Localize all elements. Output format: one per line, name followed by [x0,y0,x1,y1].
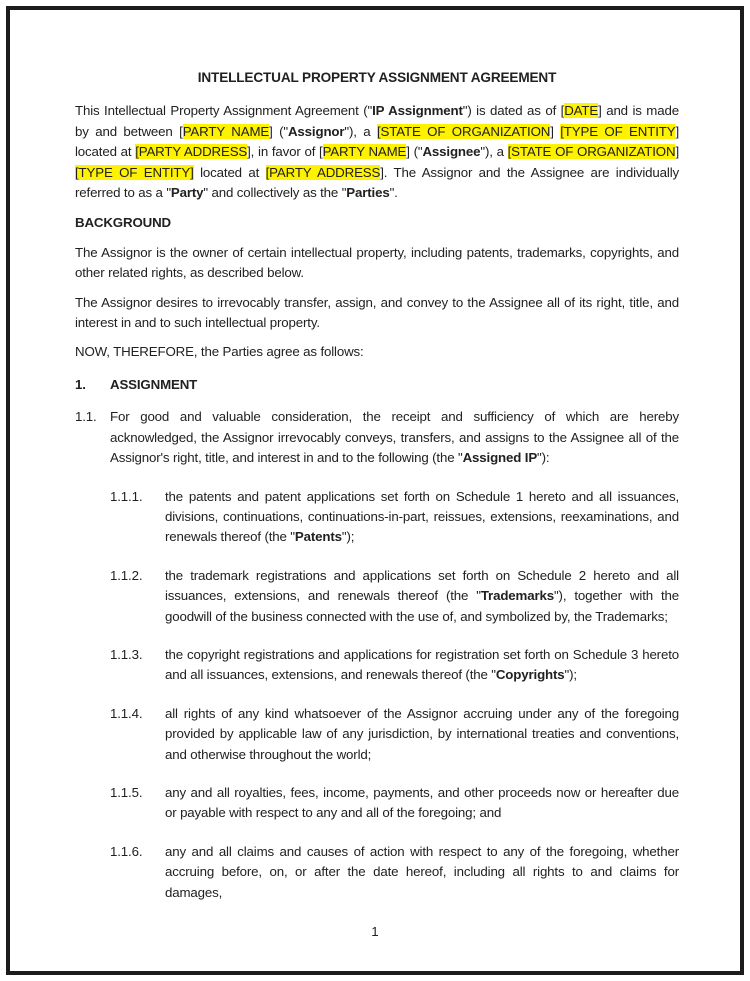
subclause-1-1-4 [75,704,679,765]
defined-term: Patents [294,529,342,545]
subclause-1-1-2-number: 1.1.2. [110,567,143,583]
placeholder-highlight: PARTY NAME [182,123,270,139]
placeholder-highlight: DATE [564,103,599,119]
text-run: the patents and patent applications set forth on Schedule 1 hereto and all issuances, divisions, continuations, continuations-in-part, reissues, extensions, reexaminations, and renewals thereof (the " [165,488,679,545]
now-therefore-paragraph: NOW, THEREFORE, the Parties agree as follows: [75,344,364,360]
subclause-1-1-6-text [165,844,679,900]
subclause-1-1-3-number: 1.1.3. [110,646,143,662]
document-body [10,10,740,903]
placeholder-highlight: [STATE OF ORGANIZATION [507,144,676,160]
text-run: "), a [344,123,378,139]
placeholder-highlight: [STATE OF ORGANIZATION [377,123,551,139]
document-page-border [6,6,744,975]
defined-term: Trademarks [480,588,554,604]
defined-term: Assigned IP [462,450,538,466]
clause-1-1 [75,407,679,468]
background-paragraph-1: The Assignor is the owner of certain intellectual property, including patents, trademarks, copyrights, and other related rights, as described below. [75,244,679,281]
placeholder-highlight: [PARTY ADDRESS [265,164,381,180]
section-1-heading [75,375,679,395]
subclause-1-1-3-text [165,647,679,682]
text-run: located at [193,164,266,180]
intro-paragraph [75,101,679,203]
subclause-1-1-5-number: 1.1.5. [110,784,143,800]
placeholder-highlight: [TYPE OF ENTITY] [75,164,194,180]
text-run: ]. The Assignor and the Assignee are individually referred to as a " [75,164,680,201]
subclause-1-1-2 [75,566,679,627]
text-run: any and all claims and causes of action with respect to any of the foregoing, whether accruing before, on, or after the date hereof, including all rights to and claims for damages, [165,843,679,900]
text-run: ] located at [75,123,679,160]
subclause-1-1-2-text [165,568,679,624]
defined-term: Assignee [422,144,481,160]
subclause-1-1-5 [75,783,679,824]
text-run: "), a [480,144,508,160]
text-run: "); [564,667,577,683]
text-run: the trademark registrations and applications set forth on Schedule 2 hereto and all issuances, extensions, and renewals thereof (the " [165,567,679,604]
text-run: ] (" [406,144,423,160]
subclause-1-1-4-number: 1.1.4. [110,705,143,721]
clause-1-1-number: 1.1. [75,409,97,425]
text-run: For good and valuable consideration, the receipt and sufficiency of which are hereby acknowledged, the Assignor irrevocably conveys, transfers, and assigns to the Assignee all of the Assignor's right, title, and interest in and to the following (the " [110,409,679,466]
subclause-1-1-1-number: 1.1.1. [110,488,143,504]
text-run: ] [550,123,561,139]
text-run: all rights of any kind whatsoever of the Assignor accruing under any of the foregoing provided by applicable law of any jurisdiction, by international treaties and conventions, and otherwise throughout the world; [165,705,679,762]
document-title: INTELLECTUAL PROPERTY ASSIGNMENT AGREEMENT [197,70,557,85]
text-run: the copyright registrations and applications for registration set forth on Schedule 3 hereto and all issuances, extensions, and renewals thereof (the " [165,646,679,683]
subclause-1-1-6 [75,842,679,903]
defined-term: Parties [346,185,390,201]
text-run: ". [389,185,398,201]
defined-term: IP Assignment [372,103,463,119]
text-run: ] and is made by and between [ [75,103,679,139]
text-run: "); [341,529,355,545]
placeholder-highlight: PARTY NAME [322,144,407,160]
section-1-title: ASSIGNMENT [110,376,198,392]
background-heading: BACKGROUND [75,215,172,231]
subclause-1-1-3 [75,645,679,686]
placeholder-highlight: [TYPE OF ENTITY [560,123,676,139]
clause-1-1-text [110,409,679,465]
subclause-1-1-1-text [165,489,679,545]
section-1-number: 1. [75,376,86,392]
subclause-1-1-1 [75,487,679,548]
text-run: any and all royalties, fees, income, payments, and other proceeds now or hereafter due or payable with respect to any and all of the foregoing; and [165,784,679,821]
text-run: ] (" [269,123,288,139]
subclause-1-1-6-number: 1.1.6. [110,843,143,859]
text-run: "), together with the goodwill of the business connected with the use of, and symbolized by, the Trademarks; [165,588,679,624]
subclause-1-1-4-text [165,706,679,762]
text-run: " and collectively as the " [203,185,347,201]
defined-term: Copyrights [495,667,565,683]
placeholder-highlight: [PARTY ADDRESS [135,144,248,160]
text-run: "): [537,450,550,466]
page-number: 1 [371,924,379,939]
background-paragraph-2: The Assignor desires to irrevocably transfer, assign, and convey to the Assignee all of its right, title, and interest in and to such intellectual property. [75,294,679,331]
subclause-1-1-5-text [165,785,679,820]
text-run: ] [675,144,679,160]
text-run: ") is dated as of [ [462,103,565,119]
defined-term: Assignor [287,123,345,139]
text-run: This Intellectual Property Assignment Agreement (" [75,103,373,119]
defined-term: Party [170,185,204,201]
text-run: ], in favor of [ [247,144,323,160]
